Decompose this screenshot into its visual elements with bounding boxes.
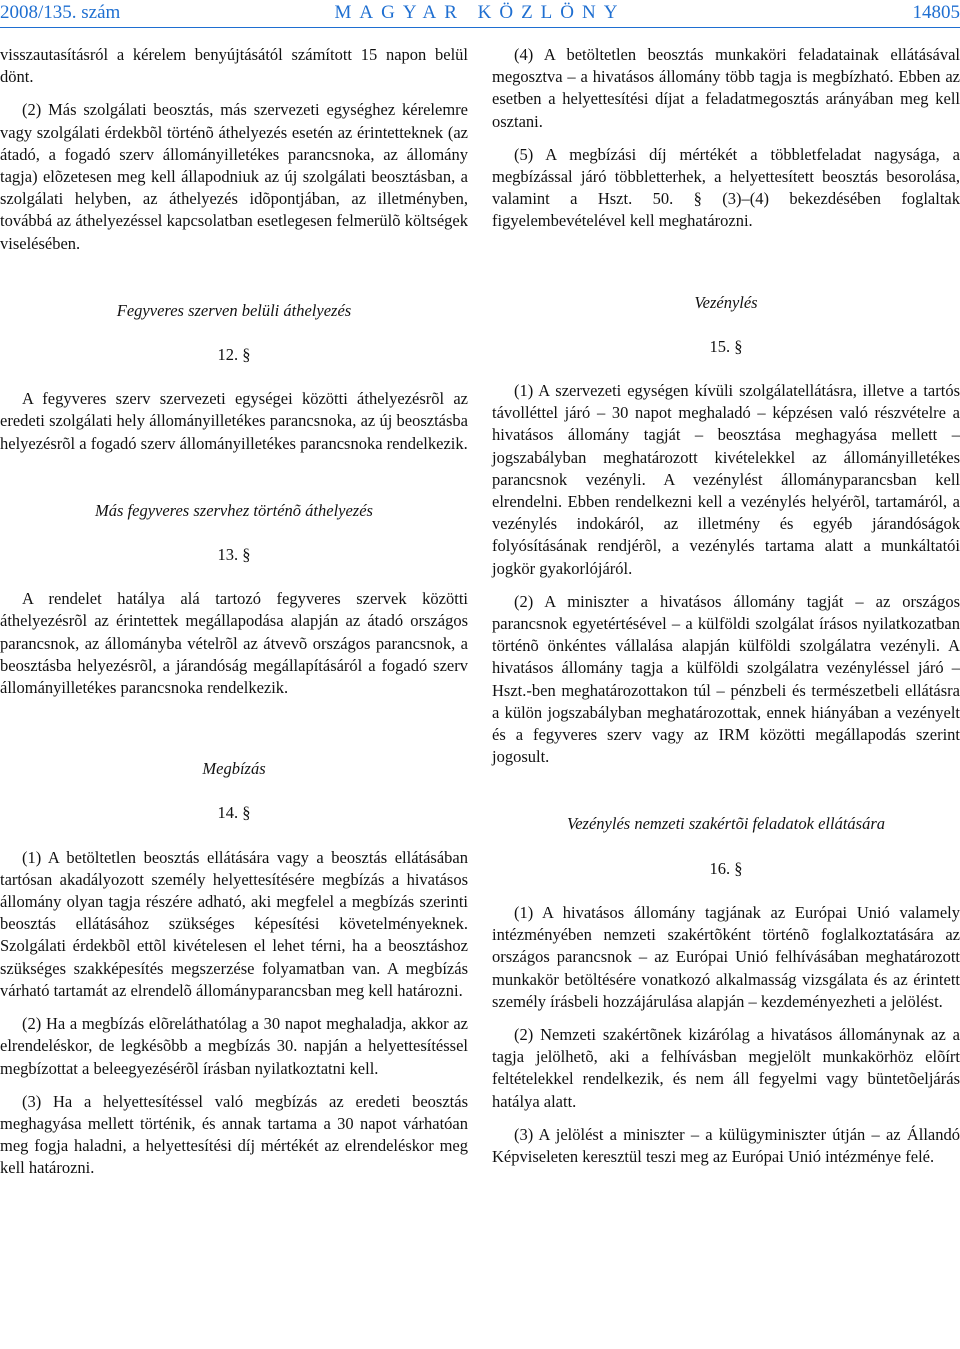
section-title: Vezénylés nemzeti szakértõi feladatok ellátására xyxy=(566,814,886,834)
paragraph: (2) Más szolgálati beosztás, más szervezeti egységhez kérelemre vagy szolgálati érdekbõl történõ áthelyezés esetén az érintetteknek (az átadó, a fogadó szerv állományilletékes parancsnoka, az állomány tagja) elõzetesen meg kell állapodniuk az új szolgálati beosztásban, a szolgálati helyben, az áthelyezés idõpontjában, az illetményben, továbbá az áthelyezéssel kapcsolatban esetlegesen felmerülõ költségek viselésében. xyxy=(0,100,468,253)
paragraph: (2) Ha a megbízás elõreláthatólag a 30 napot meghaladja, akkor az elrendeléskor, de legkésõbb a megbízás 30. napján a helyettesítéssel megbízottat a beleegyezésérõl írásban nyilatkoztatni kell. xyxy=(0,1014,468,1078)
paragraph: (2) A miniszter a hivatásos állomány tagját – az országos parancsnok egyetértésével – a külföldi szolgálat írásos nyilatkozatban történõ önkéntes vállalása alapján külföldi szolgálatra vezényli. A hivatásos állomány tagja a külföldi szolgálatra vezényléssel járó – Hszt.-ben meghatározottakon túl – pénzbeli és természetbeli ellátásra a külön jogszabályban meghatározottak, ennek hiányában a vezényelt és a fegyveres szerv vagy az IRM közötti megállapodás szerint jogosult. xyxy=(492,591,960,767)
journal-title: MAGYAR KÖZLÖNY xyxy=(334,2,626,23)
section-number: 12. § xyxy=(217,345,251,365)
paragraph: (2) Nemzeti szakértõnek kizárólag a hivatásos állománynak az a tagja jelölhetõ, aki a felhívásban megjelölt munkakörhöz elõírt feltételekkel rendelkezik, és nem áll fegyelmi vagy büntetõeljárás hatálya alatt. xyxy=(492,1024,960,1111)
section-title: Fegyveres szerven belüli áthelyezés xyxy=(116,300,352,320)
paragraph: (3) Ha a helyettesítéssel való megbízás az eredeti beosztás meghagyása mellett történik, és annak tartama a 30 napot várhatóan meg fogja haladni, a helyettesítési díj mértékét az elrendeléskor meg kell határozni. xyxy=(0,1091,468,1178)
header-rule xyxy=(0,27,960,28)
paragraph: A rendelet hatálya alá tartozó fegyveres szervek közötti áthelyezésrõl az érintettek megállapodása alapján az átadó országos parancsnok, az állományba vételrõl az átvevõ országos parancsnok, a beosztásba helyezésrõl, a járandóság megállapításáról a fogadó szerv állományilletékes parancsnoka rendelkezik. xyxy=(0,589,468,698)
paragraph: (3) A jelölést a miniszter – a külügyminiszter útján – az Állandó Képviseleten keresztül teszi meg az Európai Unió intézménye felé. xyxy=(492,1124,960,1166)
paragraph: A fegyveres szerv szervezeti egységei közötti áthelyezésrõl az eredeti szolgálati hely állományilletékes parancsnoka, az új beosztásba helyezésrõl a fogadó szerv állományilletékes parancsnoka rendelkezik. xyxy=(0,389,468,453)
paragraph: (5) A megbízási díj mértékét a többletfeladat nagysága, a megbízással járó többletterhek, a helyettesített beosztás besorolása, valamint a Hszt. 50. § (3)–(4) bekezdésében foglaltak figyelembevételével kell meghatározni. xyxy=(492,144,960,231)
section-number: 13. § xyxy=(217,545,251,565)
left-column xyxy=(0,44,468,1191)
paragraph: (1) A hivatásos állomány tagjának az Európai Unió valamely intézményében nemzeti szakértõként történõ foglalkoztatására az országos parancsnok – az Európai Unió felhívásában meghatározott munkakör betöltésére vonatkozó alkalmasság vizsgálata és az érintett személy írásbeli hozzájárulása alapján – kezdeményezheti a jelölést. xyxy=(492,902,960,1011)
section-number: 14. § xyxy=(217,803,251,823)
paragraph: visszautasításról a kérelem benyújtásától számított 15 napon belül dönt. xyxy=(0,45,468,87)
page-number: 14805 xyxy=(912,2,960,23)
section-title: Megbízás xyxy=(202,759,266,779)
paragraph: (1) A betöltetlen beosztás ellátására vagy a beosztás ellátásában tartósan akadályozott személy helyettesítésére megbízás a hivatásos állomány olyan tagja részére adható, aki megfelel a megbízás szerinti beosztás ellátásához szükséges képesítési követelményeknek. Szolgálati érdekbõl ettõl kivételesen el lehet térni, ha a beosztáshoz szükséges szakképesítés megszerzése folyamatban van. A megbízás várható tartamát az elrendelõ állományparancsban meg kell határozni. xyxy=(0,847,468,1000)
paragraph: (4) A betöltetlen beosztás munkaköri feladatainak ellátásával megosztva – a hivatásos állomány több tagja is megbízható. Ebben az esetben a helyettesítési díjat a feladatmegosztás arányában meg kell osztani. xyxy=(492,45,960,131)
section-title: Más fegyveres szervhez történõ áthelyezés xyxy=(95,500,373,520)
section-number: 16. § xyxy=(709,858,743,878)
paragraph: (1) A szervezeti egységen kívüli szolgálatellátásra, illetve a tartós távolléttel járó – 30 napot meghaladó – képzésen való részvételre a hivatásos állomány tagját – beosztása meghagyása mellett – jogszabályban meghatározott kivételekkel az állományilletékes parancsnok vezényli. A vezénylést állományparancsban kell elrendelni. Ebben rendelkezni kell a vezénylés helyérõl, tartamáról, a vezénylés indokáról, az illetmény és egyéb járandóságok folyósításának rendjérõl, a vezénylés tartama alatt a munkáltatói jogkör gyakorlójáról. xyxy=(492,381,960,578)
page-header xyxy=(0,0,960,28)
section-number: 15. § xyxy=(709,336,743,356)
right-column xyxy=(492,44,960,1179)
issue-number: 2008/135. szám xyxy=(0,2,121,23)
section-title: Vezénylés xyxy=(694,292,758,312)
